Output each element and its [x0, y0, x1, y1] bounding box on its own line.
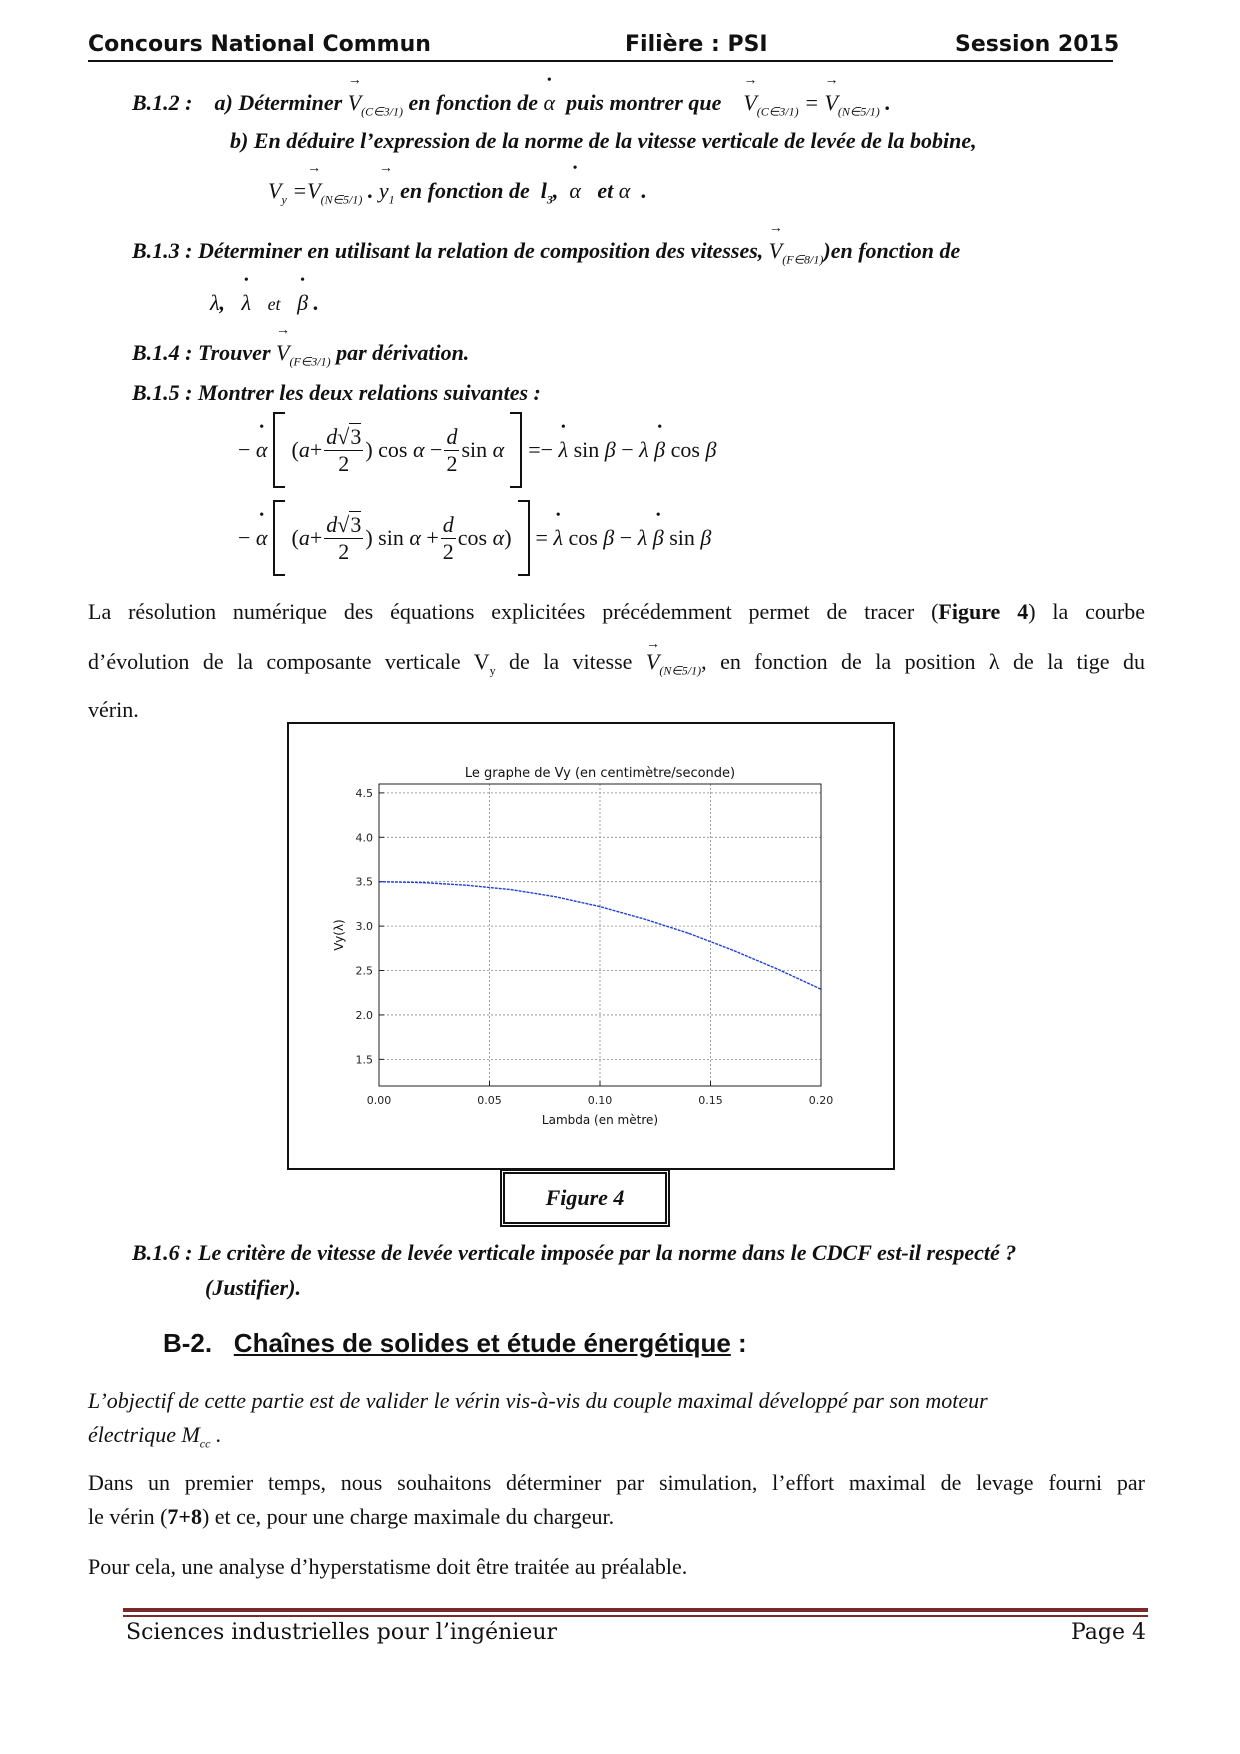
- x-tick-label: 0.15: [698, 1094, 723, 1107]
- paragraph-results-sub: y: [489, 663, 496, 678]
- data-point: [423, 882, 424, 883]
- y-tick-label: 1.5: [355, 1053, 373, 1067]
- equation-2: − • α ( a + $\frac{d√3}{2}$ ) sin α + $\frac{d}{2}$ cos α ) = • λ cos β − λ • β sin β: [238, 500, 711, 576]
- y-axis-label: Vy(λ): [332, 919, 346, 951]
- question-b12a: B.1.2 : a) Déterminer → $V_{(C\in 3/1)}$ en fonction de • α puis montrer que → $V_{(C\in 3/1)}$ = → $V_{(N\in 5/1)}$ .: [132, 90, 891, 119]
- x-tick-label: 0.20: [808, 1094, 834, 1107]
- data-point: [599, 906, 600, 907]
- footer-rule-thick: [123, 1608, 1148, 1612]
- objective-sub: cc: [199, 1436, 211, 1451]
- question-b15: B.1.5 : Montrer les deux relations suivantes :: [132, 380, 541, 405]
- footer-rule-thin: [123, 1615, 1148, 1617]
- data-point: [467, 885, 468, 886]
- y-tick-label: 2.5: [355, 964, 373, 978]
- question-b12b-formula: $V_y =\to V_{(N\in 5/1)}$ . → $y_1$ en fonction de $l_3$, • α et α .: [268, 178, 647, 207]
- paragraph-results: La résolution numérique des équations explicitées précédemment permet de tracer (Figure 4) la courbe d’évolution de la composante verticale $V_y$ de la vitesse → $V_{(N\in 5/1)}$, en fonction de la position λ de la tige du vérin.: [88, 592, 1145, 730]
- question-b12b: b) En déduire l’expression de la norme de la vitesse verticale de levée de la bobine,: [230, 128, 977, 153]
- x-axis-label: Lambda (en mètre): [541, 1113, 659, 1127]
- question-b14: B.1.4 : Trouver → $V_{(F\in 3/1)}$ par dérivation.: [132, 340, 469, 369]
- paragraph-results-part1: La résolution numérique des équations explicitées précédemment permet de tracer (: [88, 599, 939, 624]
- data-point: [776, 968, 777, 969]
- data-point: [511, 889, 512, 890]
- section-b2-colon: :: [730, 1328, 747, 1358]
- paragraph-simulation-bold: 7+8: [167, 1504, 202, 1529]
- paragraph-results-part6: vérin.: [88, 697, 139, 723]
- question-b13-and: et: [267, 294, 281, 314]
- y-tick-label: 2.0: [355, 1008, 373, 1022]
- question-b14-text2: par dérivation.: [336, 340, 470, 365]
- paragraph-simulation-part2: le vérin (: [88, 1504, 168, 1529]
- figure-caption: Figure 4: [500, 1169, 670, 1227]
- y-tick-label: 3.0: [355, 920, 373, 934]
- y-tick-label: 3.5: [355, 875, 373, 889]
- paragraph-simulation-part3: ) et ce, pour une charge maximale du chargeur.: [201, 1504, 615, 1529]
- paragraph-simulation-line1: Dans un premier temps, nous souhaitons déterminer par simulation, l’effort maximal de levage fourni par: [88, 1470, 1145, 1495]
- objective-line1: L’objectif de cette partie est de valider le vérin vis-à-vis du couple maximal développé par son moteur: [88, 1388, 988, 1413]
- question-b12a-text1: a) Déterminer: [214, 90, 343, 115]
- y-tick-label: 4.5: [355, 786, 373, 800]
- footer-subject: Sciences industrielles pour l’ingénieur: [126, 1620, 558, 1645]
- data-point: [732, 950, 733, 951]
- question-b16-line2: (Justifier).: [205, 1275, 301, 1300]
- header-exam-name: Concours National Commun: [88, 32, 431, 57]
- vy-chart: [289, 724, 893, 1168]
- x-tick-label: 0.00: [366, 1094, 392, 1107]
- objective-paragraph: [88, 1384, 1145, 1460]
- question-b12a-text3: puis montrer que: [566, 90, 722, 115]
- objective-line2-end: .: [210, 1422, 222, 1447]
- question-b12b-and: et: [597, 178, 614, 203]
- equation-1: − • α ( a + $\frac{d√3}{2}$ ) cos α − $\frac{d}{2}$ sin α =− • λ sin β − λ • β cos β: [238, 412, 716, 488]
- question-b13: B.1.3 : Déterminer en utilisant la relation de composition des vitesses, → $V_{(F\in 8/1)})en$ fonction de: [132, 238, 960, 267]
- question-b12b-text2: en fonction de: [400, 178, 530, 203]
- section-b2-heading: [163, 1328, 747, 1359]
- header-track: Filière : PSI: [625, 32, 768, 57]
- question-b12a-text2: en fonction de: [408, 90, 539, 115]
- data-point: [688, 933, 689, 934]
- data-point: [555, 896, 556, 897]
- header-rule: [88, 60, 1113, 62]
- question-b13-vars: λ, • λ et • β .: [210, 290, 319, 316]
- data-point: [644, 918, 645, 919]
- footer-page-number: Page 4: [1070, 1620, 1146, 1645]
- paragraph-simulation: [88, 1466, 1145, 1534]
- question-b13-text: B.1.3 : Déterminer en utilisant la relation de composition des vitesses,: [132, 238, 764, 263]
- chart-title: Le graphe de Vy (en centimètre/seconde): [464, 766, 736, 781]
- paragraph-results-part2: ) la courbe: [1028, 599, 1146, 624]
- question-b13-text2: en fonction de: [830, 238, 961, 263]
- paragraph-results-part5: , en fonction de la position λ de la tige du: [701, 649, 1145, 674]
- section-b2-number: B-2.: [163, 1328, 213, 1358]
- y-tick-label: 4.0: [355, 831, 373, 845]
- question-b12-label: B.1.2 :: [132, 90, 193, 115]
- header-session: Session 2015: [955, 32, 1120, 57]
- paragraph-results-fig-ref: Figure 4: [938, 599, 1029, 624]
- figure-frame: [287, 722, 895, 1170]
- paragraph-hyperstatism: Pour cela, une analyse d’hyperstatisme doit être traitée au préalable.: [88, 1554, 688, 1579]
- paragraph-results-part3: d’évolution de la composante verticale V: [88, 649, 490, 674]
- question-b16-line1: B.1.6 : Le critère de vitesse de levée verticale imposée par la norme dans le CDCF est-il respecté ?: [132, 1240, 1017, 1265]
- objective-line2: électrique M: [88, 1422, 200, 1447]
- x-tick-label: 0.05: [477, 1094, 502, 1107]
- paragraph-results-part4: de la vitesse: [495, 649, 633, 674]
- x-tick-label: 0.10: [587, 1094, 613, 1107]
- section-b2-title: Chaînes de solides et étude énergétique: [233, 1328, 731, 1358]
- question-b14-text1: B.1.4 : Trouver: [132, 340, 271, 365]
